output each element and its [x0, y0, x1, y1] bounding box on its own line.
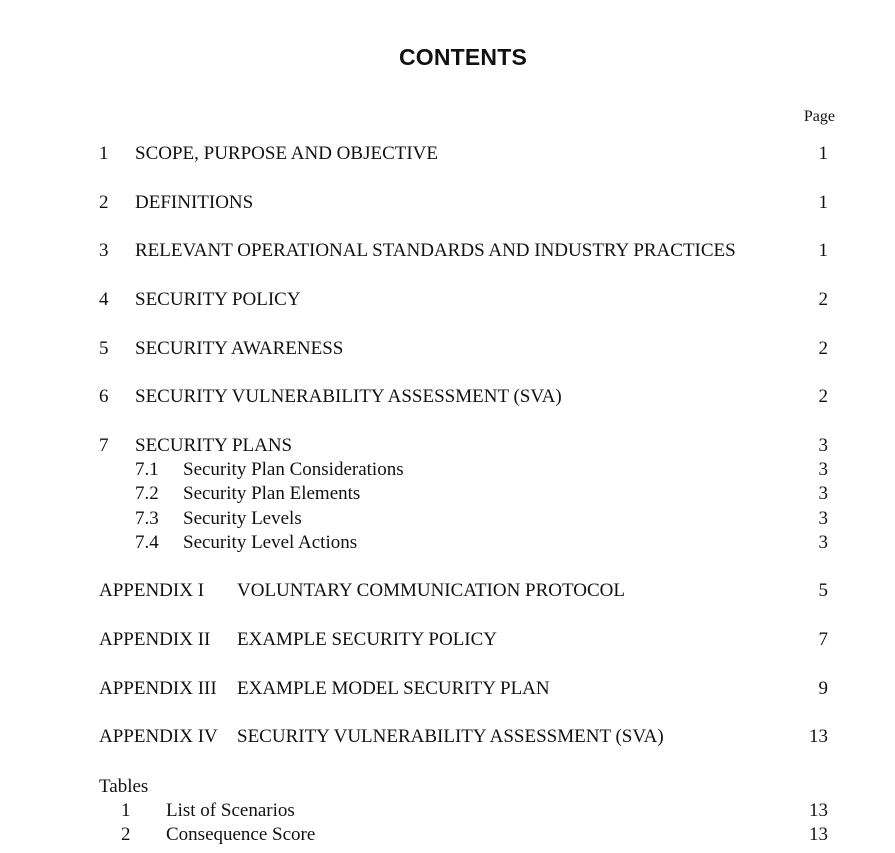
toc-subentry[interactable] [135, 458, 828, 482]
toc-entry[interactable] [99, 191, 828, 215]
entry-title: Security Level Actions [183, 532, 358, 553]
toc-entry[interactable] [99, 239, 828, 263]
entry-page: 1 [818, 143, 828, 164]
appendix-number: APPENDIX I [99, 580, 205, 601]
entry-page: 1 [818, 192, 828, 213]
entry-title: EXAMPLE MODEL SECURITY PLAN [237, 678, 550, 699]
entry-page: 3 [818, 508, 828, 529]
toc-appendix-entry[interactable] [99, 579, 828, 603]
toc-table-entry[interactable] [121, 823, 828, 847]
toc-subentry[interactable] [135, 482, 828, 506]
entry-title: SECURITY POLICY [135, 289, 301, 310]
toc-appendix-entry[interactable] [99, 628, 828, 652]
toc-table-entry[interactable] [121, 799, 828, 823]
table-number: 1 [121, 800, 131, 821]
page-title: CONTENTS [398, 44, 528, 70]
entry-page: 13 [809, 726, 828, 747]
entry-number: 7.2 [135, 483, 159, 504]
toc-appendix-entry[interactable] [99, 725, 828, 749]
appendix-number: APPENDIX IV [99, 726, 218, 747]
entry-number: 7 [99, 435, 109, 456]
toc-appendix-entry[interactable] [99, 677, 828, 701]
toc-entry[interactable] [99, 337, 828, 361]
entry-title: SECURITY VULNERABILITY ASSESSMENT (SVA) [237, 726, 664, 747]
tables-heading: Tables [99, 776, 149, 797]
toc-subentry[interactable] [135, 507, 828, 531]
entry-title: EXAMPLE SECURITY POLICY [237, 629, 498, 650]
toc-entry[interactable] [99, 434, 828, 458]
entry-title: List of Scenarios [166, 800, 295, 821]
entry-number: 4 [99, 289, 109, 310]
toc-entry[interactable] [99, 288, 828, 312]
entry-title: SECURITY AWARENESS [135, 338, 344, 359]
entry-number: 2 [99, 192, 109, 213]
entry-title: VOLUNTARY COMMUNICATION PROTOCOL [237, 580, 625, 601]
toc-subentry[interactable] [135, 531, 828, 555]
entry-title: SECURITY VULNERABILITY ASSESSMENT (SVA) [135, 386, 562, 407]
entry-page: 13 [809, 824, 828, 845]
entry-page: 2 [818, 289, 828, 310]
entry-page: 3 [818, 459, 828, 480]
toc-entry[interactable] [99, 142, 828, 166]
entry-page: 1 [818, 240, 828, 261]
entry-number: 6 [99, 386, 109, 407]
entry-title: Security Plan Elements [183, 483, 361, 504]
entry-number: 7.1 [135, 459, 159, 480]
entry-page: 5 [818, 580, 828, 601]
entry-page: 9 [818, 678, 828, 699]
entry-page: 3 [818, 435, 828, 456]
entry-title: Consequence Score [166, 824, 316, 845]
entry-number: 1 [99, 143, 109, 164]
entry-page: 7 [818, 629, 828, 650]
table-number: 2 [121, 824, 131, 845]
entry-page: 2 [818, 338, 828, 359]
page-column-header: Page [803, 108, 835, 125]
entry-number: 7.4 [135, 532, 159, 553]
entry-title: Security Plan Considerations [183, 459, 404, 480]
entry-number: 7.3 [135, 508, 159, 529]
entry-page: 2 [818, 386, 828, 407]
entry-title: Security Levels [183, 508, 302, 529]
toc-entry[interactable] [99, 385, 828, 409]
entry-title: SCOPE, PURPOSE AND OBJECTIVE [135, 143, 438, 164]
entry-number: 3 [99, 240, 109, 261]
entry-number: 5 [99, 338, 109, 359]
appendix-number: APPENDIX III [99, 678, 217, 699]
entry-page: 3 [818, 532, 828, 553]
appendix-number: APPENDIX II [99, 629, 211, 650]
entry-title: DEFINITIONS [135, 192, 254, 213]
entry-page: 13 [809, 800, 828, 821]
entry-title: RELEVANT OPERATIONAL STANDARDS AND INDUSTRY PRACTICES [135, 240, 736, 261]
entry-page: 3 [818, 483, 828, 504]
entry-title: SECURITY PLANS [135, 435, 293, 456]
